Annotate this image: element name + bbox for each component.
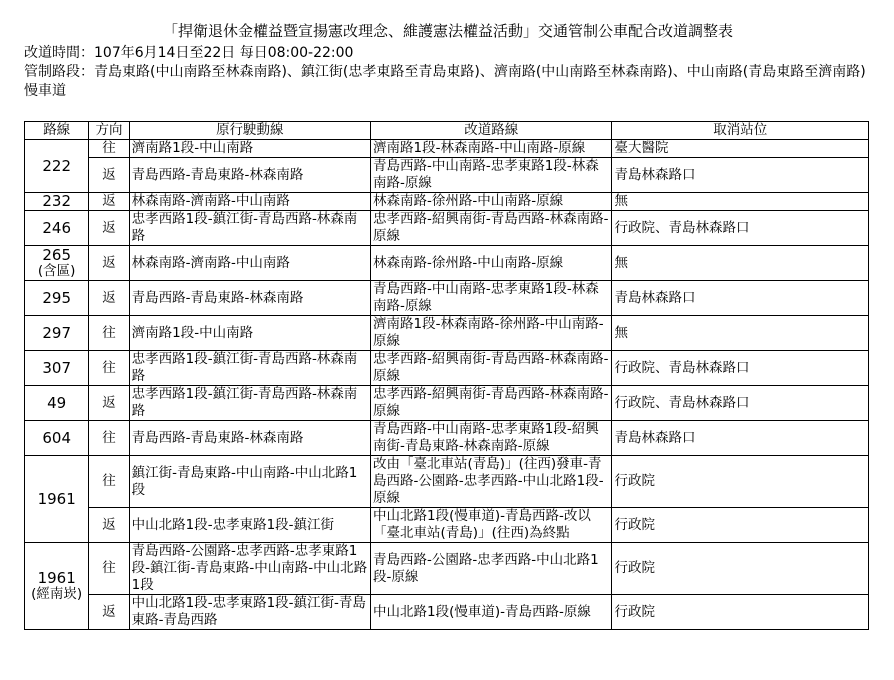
detour-route-cell: 青島西路-中山南路-忠孝東路1段-林森南路-原線 [371,281,612,316]
detour-route-cell: 忠孝西路-紹興南街-青島西路-林森南路-原線 [371,351,612,386]
cancelled-stops-cell: 無 [612,316,869,351]
route-number: 49 [25,386,89,421]
route-number: 604 [25,421,89,456]
direction-cell: 往 [89,456,129,508]
header-route: 路線 [25,122,89,140]
direction-cell: 返 [89,508,129,543]
original-route-cell: 中山北路1段-忠孝東路1段-鎮江街 [129,508,370,543]
detour-route-cell: 忠孝西路-紹興南街-青島西路-林森南路-原線 [371,386,612,421]
original-route-cell: 青島西路-青島東路-林森南路 [129,158,370,193]
table-row [25,456,869,508]
original-route-cell: 中山北路1段-忠孝東路1段-鎮江街-青島東路-青島西路 [129,595,370,630]
direction-cell: 往 [89,421,129,456]
controlled-sections: 管制路段：青島東路(中山南路至林森南路)、鎮江街(忠孝東路至青島東路)、濟南路(中山南路至林森南路)、中山南路(青島東路至濟南路)慢車道 [24,64,866,99]
table-row [25,158,869,193]
detour-route-cell: 青島西路-公園路-忠孝西路-中山北路1段-原線 [371,543,612,595]
detour-route-cell: 林森南路-徐州路-中山南路-原線 [371,193,612,211]
direction-cell: 往 [89,351,129,386]
detour-time: 改道時間：107年6月14日至22日 每日08:00-22:00 [24,45,354,61]
table-row [25,140,869,158]
direction-cell: 往 [89,140,129,158]
direction-cell: 返 [89,211,129,246]
table-header-row [25,122,869,140]
cancelled-stops-cell: 無 [612,246,869,281]
cancelled-stops-cell: 行政院 [612,543,869,595]
detour-route-cell: 濟南路1段-林森南路-徐州路-中山南路-原線 [371,316,612,351]
table-row [25,246,869,281]
detour-route-cell: 中山北路1段(慢車道)-青島西路-原線 [371,595,612,630]
route-number: 232 [25,193,89,211]
direction-cell: 返 [89,193,129,211]
direction-cell: 返 [89,386,129,421]
original-route-cell: 青島西路-青島東路-林森南路 [129,281,370,316]
detour-route-cell: 青島西路-中山南路-忠孝東路1段-紹興南街-青島東路-林森南路-原線 [371,421,612,456]
document-meta [24,44,872,101]
cancelled-stops-cell: 行政院、青島林森路口 [612,351,869,386]
header-original: 原行駛動線 [129,122,370,140]
direction-cell: 返 [89,595,129,630]
route-number: 307 [25,351,89,386]
table-row [25,351,869,386]
original-route-cell: 鎮江街-青島東路-中山南路-中山北路1段 [129,456,370,508]
cancelled-stops-cell: 青島林森路口 [612,421,869,456]
cancelled-stops-cell: 青島林森路口 [612,158,869,193]
route-number: 295 [25,281,89,316]
original-route-cell: 濟南路1段-中山南路 [129,316,370,351]
cancelled-stops-cell: 無 [612,193,869,211]
direction-cell: 往 [89,316,129,351]
header-cancelled: 取消站位 [612,122,869,140]
detour-route-cell: 濟南路1段-林森南路-中山南路-原線 [371,140,612,158]
direction-cell: 往 [89,543,129,595]
detour-route-cell: 改由「臺北車站(青島)」(往西)發車-青島西路-公園路-忠孝西路-中山北路1段-原線 [371,456,612,508]
document-title: 「捍衛退休金權益暨宣揚憲改理念、維護憲法權益活動」交通管制公車配合改道調整表 [162,22,733,40]
cancelled-stops-cell: 行政院、青島林森路口 [612,211,869,246]
cancelled-stops-cell: 行政院 [612,508,869,543]
original-route-cell: 青島西路-公園路-忠孝西路-忠孝東路1段-鎮江街-青島東路-中山南路-中山北路1段 [129,543,370,595]
route-number: 265 (含區) [25,246,89,281]
detour-table [24,121,869,630]
table-row [25,281,869,316]
direction-cell: 返 [89,158,129,193]
table-row [25,595,869,630]
cancelled-stops-cell: 行政院、青島林森路口 [612,386,869,421]
table-row [25,421,869,456]
table-row [25,543,869,595]
original-route-cell: 青島西路-青島東路-林森南路 [129,421,370,456]
route-number: 222 [25,140,89,193]
table-row [25,211,869,246]
direction-cell: 返 [89,281,129,316]
detour-route-cell: 忠孝西路-紹興南街-青島西路-林森南路-原線 [371,211,612,246]
original-route-cell: 忠孝西路1段-鎮江街-青島西路-林森南路 [129,386,370,421]
route-number: 1961 [25,456,89,543]
cancelled-stops-cell: 行政院 [612,456,869,508]
detour-route-cell: 青島西路-中山南路-忠孝東路1段-林森南路-原線 [371,158,612,193]
cancelled-stops-cell: 青島林森路口 [612,281,869,316]
detour-route-cell: 林森南路-徐州路-中山南路-原線 [371,246,612,281]
table-row [25,316,869,351]
original-route-cell: 忠孝西路1段-鎮江街-青島西路-林森南路 [129,351,370,386]
cancelled-stops-cell: 臺大醫院 [612,140,869,158]
table-row [25,386,869,421]
direction-cell: 返 [89,246,129,281]
original-route-cell: 忠孝西路1段-鎮江街-青島西路-林森南路 [129,211,370,246]
original-route-cell: 林森南路-濟南路-中山南路 [129,193,370,211]
cancelled-stops-cell: 行政院 [612,595,869,630]
route-number: 1961 (經南崁) [25,543,89,630]
original-route-cell: 林森南路-濟南路-中山南路 [129,246,370,281]
header-detour: 改道路線 [371,122,612,140]
header-direction: 方向 [89,122,129,140]
route-number: 297 [25,316,89,351]
route-number: 246 [25,211,89,246]
table-row [25,193,869,211]
detour-route-cell: 中山北路1段(慢車道)-青島西路-改以「臺北車站(青島)」(往西)為終點 [371,508,612,543]
table-row [25,508,869,543]
original-route-cell: 濟南路1段-中山南路 [129,140,370,158]
